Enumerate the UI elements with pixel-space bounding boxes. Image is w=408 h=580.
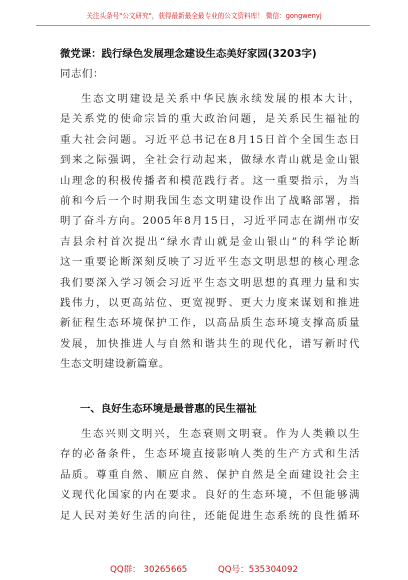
salutation: 同志们： <box>60 68 104 80</box>
paragraph-line: 品质。尊重自然、顺应自然、保护自然是全面建设社会主 <box>60 468 360 481</box>
paragraph-line: 山理念的积极传播者和模范践行者。这一重要指示，为当 <box>60 174 360 187</box>
paragraph-line: 前和今后一个时期我国生态文明建设作出了战略部署，指 <box>60 195 360 208</box>
paragraph-line: 这一重要论断深刻反映了习近平生态文明思想的核心理念 <box>60 256 360 269</box>
header-banner: 关注头条号"公文研究"，获得最新最全最专业的公文资料库！ 微信：gongwenyj <box>86 12 322 20</box>
paragraph-line: 到来之际强调，全社会行动起来，做绿水青山就是金山银 <box>60 154 360 167</box>
paragraph-line: 践伟力，以更高站位、更宽视野、更大力度来谋划和推进 <box>60 297 360 310</box>
paragraph-line: 明了奋斗方向。2005年8月15日，习近平同志在湖州市安 <box>60 215 360 228</box>
paragraph-line: 足人民对美好生活的向往，还能促进生态系统的良性循环 <box>60 509 360 522</box>
header-divider <box>36 25 370 26</box>
qq-number-text: QQ号：535304092 <box>218 565 298 575</box>
paragraph-line: 生态兴则文明兴，生态衰则文明衰。作为人类赖以生 <box>81 428 360 440</box>
paragraph-line: 我们要深入学习领会习近平生态文明思想的真理力量和实 <box>60 276 360 289</box>
paragraph-line: 生态文明建设新篇章。 <box>60 358 170 371</box>
footer-contact <box>0 563 408 575</box>
paragraph-2 <box>60 424 360 526</box>
paragraph-line: 吉县余村首次提出“绿水青山就是金山银山”的科学论断 <box>60 235 360 248</box>
paragraph-line: 义现代化国家的内在要求。良好的生态环境，不但能够满 <box>60 489 360 502</box>
paragraph-line: 发展，加快推进人与自然和谐共生的现代化，谱写新时代 <box>60 337 360 350</box>
document-title: 微党课：践行绿色发展理念建设生态美好家园(3203字) <box>60 48 317 60</box>
qq-group-text: QQ群： 30265665 <box>110 565 188 575</box>
paragraph-line: 新征程生态环境保护工作，以高品质生态环境支撑高质量 <box>60 317 360 330</box>
paragraph-1 <box>60 89 360 375</box>
paragraph-line: 生态文明建设是关系中华民族永续发展的根本大计， <box>81 93 360 105</box>
paragraph-line: 是关系党的使命宗旨的重大政治问题，是关系民生福祉的 <box>60 113 360 126</box>
section-heading: 一、良好生态环境是最普惠的民生福祉 <box>80 403 257 415</box>
paragraph-line: 重大社会问题。习近平总书记在8月15日首个全国生态日 <box>60 133 360 146</box>
paragraph-line: 存的必备条件，生态环境直接影响人类的生产方式和生活 <box>60 448 360 461</box>
